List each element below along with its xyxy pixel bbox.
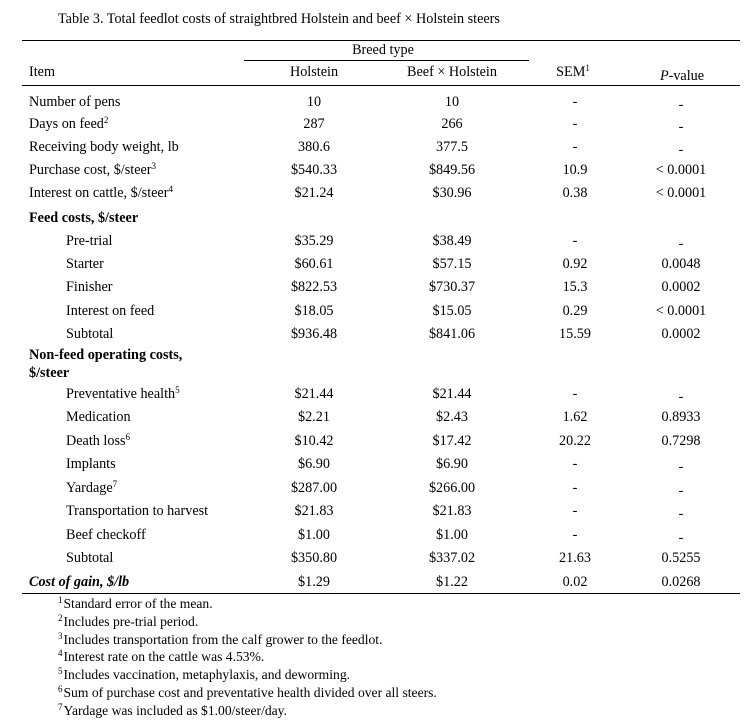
footnote: [58, 668, 350, 682]
row-label-text-line2: $/steer: [29, 365, 70, 381]
cell-p: 0.0002: [661, 279, 701, 295]
footnote-marker: 3: [151, 161, 157, 171]
cell-p: -: [678, 506, 684, 522]
cell-p: < 0.0001: [655, 185, 707, 201]
row-label-text: Implants: [66, 456, 116, 472]
cell-holstein: $35.29: [294, 233, 334, 249]
row-label-text: Finisher: [66, 279, 113, 295]
footnote-number: 1: [58, 595, 63, 605]
cell-beef: $38.49: [432, 233, 472, 249]
cell-p: -: [678, 97, 684, 113]
sem-footnote-marker: 1: [585, 63, 590, 73]
row-label-text: Yardage: [66, 480, 113, 496]
cell-holstein: $2.21: [298, 409, 330, 425]
row-label: [29, 140, 179, 154]
cell-holstein: $1.29: [298, 574, 330, 590]
p-italic: P: [659, 68, 669, 84]
cell-sem: 0.02: [562, 574, 588, 590]
cell-p: -: [678, 142, 684, 158]
cell-p: < 0.0001: [655, 162, 707, 178]
row-label: [66, 327, 113, 341]
cell-sem: -: [572, 94, 578, 110]
cell-holstein: $822.53: [290, 279, 338, 295]
cell-sem: 0.92: [562, 256, 588, 272]
cell-beef: 377.5: [436, 139, 468, 155]
row-label: [66, 504, 208, 518]
cell-holstein: $350.80: [290, 550, 338, 566]
cell-beef: $1.22: [436, 574, 468, 590]
section-heading: [29, 346, 182, 382]
footnote-number: 5: [58, 666, 63, 677]
cell-sem: 0.38: [562, 185, 588, 201]
row-label-text: Cost of gain, $/lb: [29, 574, 130, 590]
cell-p: 0.0048: [661, 256, 701, 272]
row-label-text: Purchase cost, $/steer: [29, 162, 152, 178]
cell-sem: 20.22: [559, 433, 591, 449]
cell-holstein: $10.42: [294, 433, 334, 449]
cell-sem: 15.3: [562, 279, 588, 295]
footnote-text: Yardage was included as $1.00/steer/day.: [63, 702, 287, 718]
cell-beef: $21.44: [432, 386, 472, 402]
row-label: [66, 434, 130, 448]
cell-sem: -: [572, 480, 578, 496]
cell-sem: 0.29: [562, 303, 588, 319]
cell-sem: -: [572, 456, 578, 472]
footnote-text: Sum of purchase cost and preventative health divided over all steers.: [63, 685, 437, 700]
cell-beef: $30.96: [432, 185, 472, 201]
cell-beef: $337.02: [428, 550, 476, 566]
row-label-text: Starter: [66, 256, 104, 272]
cell-p: -: [678, 119, 684, 135]
row-label-text: Preventative health: [66, 386, 176, 402]
cell-holstein: 287: [303, 116, 325, 132]
column-header-sem: [556, 65, 590, 79]
cell-sem: -: [572, 503, 578, 519]
cell-p: 0.8933: [661, 409, 701, 425]
footnote: [58, 701, 287, 718]
cell-holstein: $60.61: [294, 256, 334, 272]
cell-beef: 10: [444, 94, 460, 110]
footnote-marker: 2: [103, 115, 109, 125]
cell-holstein: $21.24: [294, 185, 334, 201]
footnote: [58, 612, 199, 629]
cell-p: 0.0002: [661, 326, 701, 342]
row-label: [29, 186, 173, 200]
cell-holstein: $540.33: [290, 162, 338, 178]
row-label-text: Interest on cattle, $/steer: [29, 185, 169, 201]
row-label: [66, 410, 131, 424]
cell-p: -: [678, 483, 684, 499]
row-label: [29, 117, 108, 131]
row-label-text: Receiving body weight, lb: [29, 139, 179, 155]
row-label-text: Non-feed operating costs,: [29, 347, 183, 363]
column-header-item: Item: [29, 64, 55, 80]
cell-beef: $849.56: [428, 162, 476, 178]
cell-holstein: $6.90: [298, 456, 330, 472]
footnote-number: 2: [58, 612, 63, 623]
cell-p: 0.5255: [661, 550, 701, 566]
bottom-rule: [22, 593, 740, 594]
row-label: [66, 528, 146, 542]
table-caption: Table 3. Total feedlot costs of straightbred Holstein and beef × Holstein steers: [58, 11, 500, 27]
footnote-marker: 7: [112, 479, 118, 489]
cell-beef: $21.83: [432, 503, 472, 519]
cell-holstein: $1.00: [298, 527, 330, 543]
cell-beef: $57.15: [432, 256, 472, 272]
cell-holstein: $936.48: [290, 326, 338, 342]
cell-sem: -: [572, 527, 578, 543]
cell-p: < 0.0001: [655, 303, 707, 319]
footnote-text: Includes pre-trial period.: [63, 613, 199, 629]
cell-beef: $15.05: [432, 303, 472, 319]
row-label: [66, 551, 113, 565]
cell-p: -: [678, 459, 684, 475]
row-label-text: Beef checkoff: [66, 527, 146, 543]
row-label-text: Days on feed: [29, 116, 104, 132]
cell-holstein: $18.05: [294, 303, 334, 319]
footnote: [58, 597, 213, 611]
top-rule: [22, 40, 740, 41]
footnote-text: Standard error of the mean.: [63, 596, 213, 611]
cell-holstein: 10: [306, 94, 322, 110]
cell-holstein: 380.6: [298, 139, 330, 155]
cell-p: -: [678, 389, 684, 405]
row-label-text: Death loss: [66, 433, 126, 449]
footnote-marker: 6: [125, 432, 131, 442]
cell-sem: 21.63: [559, 550, 591, 566]
footnote-number: 7: [58, 701, 63, 712]
column-header-holstein: Holstein: [289, 64, 339, 80]
total-row-label: [29, 575, 129, 589]
cell-sem: -: [572, 386, 578, 402]
footnote-text: Interest rate on the cattle was 4.53%.: [63, 649, 265, 665]
cell-sem: 15.59: [559, 326, 591, 342]
row-label: [66, 457, 116, 471]
cell-beef: $1.00: [436, 527, 468, 543]
row-label: [66, 234, 112, 248]
cell-holstein: $287.00: [290, 480, 338, 496]
section-heading: [29, 211, 138, 225]
footnote-number: 4: [58, 648, 63, 659]
footnote: [58, 686, 437, 700]
cell-beef: $17.42: [432, 433, 472, 449]
footnote-number: 6: [58, 684, 63, 694]
cell-holstein: $21.83: [294, 503, 334, 519]
cell-beef: $841.06: [428, 326, 476, 342]
row-label-text: Subtotal: [66, 550, 114, 566]
row-label: [66, 280, 113, 294]
footnote-text: Includes transportation from the calf grower to the feedlot.: [63, 631, 383, 647]
row-label-text: Feed costs, $/steer: [29, 210, 139, 226]
breed-type-header: Breed type: [352, 42, 414, 58]
row-label: [66, 387, 180, 401]
header-rule: [22, 85, 740, 86]
footnote-marker: 5: [175, 385, 180, 395]
row-label: [66, 257, 104, 271]
cell-sem: -: [572, 233, 578, 249]
footnote-number: 3: [58, 630, 63, 641]
cell-beef: $266.00: [428, 480, 476, 496]
row-label: [66, 481, 117, 495]
cell-beef: $2.43: [436, 409, 468, 425]
column-header-beef-holstein: Beef × Holstein: [407, 64, 497, 80]
footnote: [58, 630, 383, 647]
p-rest: -value: [668, 68, 705, 84]
cell-sem: -: [572, 139, 578, 155]
cell-sem: 1.62: [562, 409, 588, 425]
row-label: [29, 95, 120, 109]
footnote: [58, 650, 264, 664]
row-label-text: Subtotal: [66, 326, 114, 342]
cell-beef: 266: [441, 116, 463, 132]
row-label: [29, 163, 156, 177]
cell-sem: -: [572, 116, 578, 132]
breed-type-underline: [244, 60, 529, 61]
cell-p: 0.0268: [661, 574, 701, 590]
column-header-p-value: [660, 69, 704, 83]
row-label: [66, 304, 154, 318]
footnote-marker: 4: [168, 184, 173, 194]
cell-holstein: $21.44: [294, 386, 334, 402]
cell-beef: $6.90: [436, 456, 468, 472]
row-label-text: Transportation to harvest: [66, 503, 209, 519]
row-label-text: Number of pens: [29, 94, 121, 110]
row-label-text: Pre-trial: [66, 233, 113, 249]
footnote-text: Includes vaccination, metaphylaxis, and deworming.: [63, 667, 351, 683]
cell-p: -: [678, 530, 684, 546]
cell-p: 0.7298: [661, 433, 701, 449]
row-label-text: Interest on feed: [66, 303, 155, 319]
row-label-text: Medication: [66, 409, 131, 425]
cell-sem: 10.9: [562, 162, 588, 178]
cell-p: -: [678, 236, 684, 252]
sem-text: SEM: [556, 64, 586, 80]
cell-beef: $730.37: [428, 279, 476, 295]
